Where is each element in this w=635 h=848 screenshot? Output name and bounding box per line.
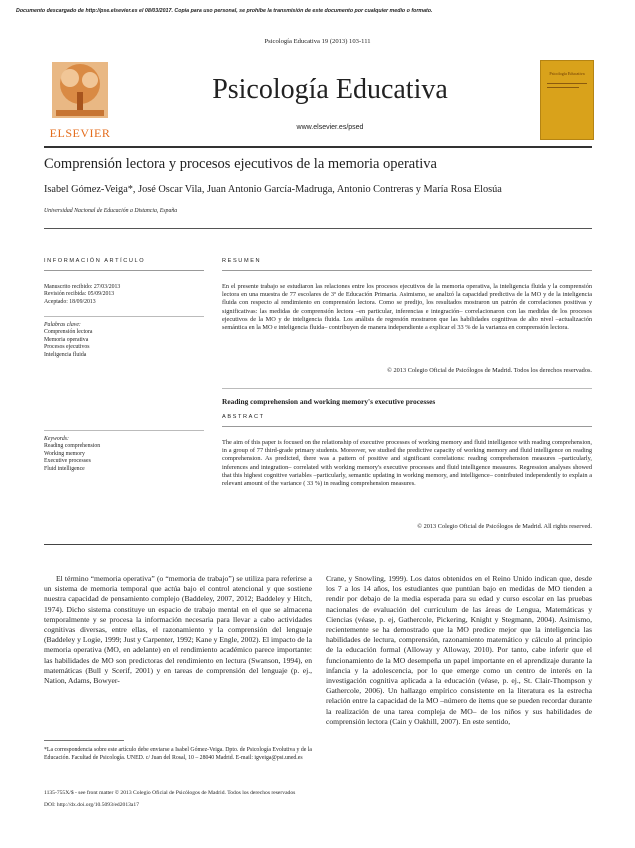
keyword-en: Fluid intelligence [44, 465, 85, 472]
resumen-text: En el presente trabajo se estudiaron las relaciones entre los procesos ejecutivos de la memoria operativa, la inteligencia fluida y la comprensión lectora en una muestra de 77 escolares de 3º de Educación Primaria. Asimismo, se analizó la capacidad predictiva de la MO y de la inteligencia fluida con respecto al rendimiento en comprensión lectora. Como se predijo, los resultados mostraron un patrón de correlaciones positivas y significativas: las medidas de comprensión lectora –en particular, inferencias e integración– correlacionaron con las medidas de los procesos ejecutivos de la MO y de inteligencia fluida. Los análisis de regresión mostraron que las habilidades cognitivas de alto nivel –actualización semántica en la MO e inteligencia fluida– contribuyen de manera independiente a explicar el 33 % de la varianza en comprensión lectora. [222, 283, 592, 332]
download-notice: Documento descargado de http://pse.elsevier.es el 08/03/2017. Copia para uso personal, se prohíbe la transmisión de este documento por cualquier medio o formato. [16, 8, 433, 14]
elsevier-logo [44, 56, 116, 144]
keyword-es: Procesos ejecutivos [44, 344, 90, 351]
keyword-en: Reading comprehension [44, 443, 101, 450]
keywords-en-label: Keywords: [44, 436, 69, 442]
resumen-copyright: © 2013 Colegio Oficial de Psicólogos de Madrid. Todos los derechos reservados. [387, 367, 592, 374]
date-revised: Revisión recibida: 05/09/2013 [44, 291, 115, 298]
doi-link[interactable]: DOI: http://dx.doi.org/10.5093/ed2013a17 [44, 802, 139, 808]
journal-cover-thumbnail [540, 60, 594, 140]
article-info-heading: INFORMACIÓN ARTÍCULO [44, 258, 146, 264]
elsevier-tree-icon [44, 56, 116, 126]
front-matter: 1135-755X/$ - see front matter © 2013 Colegio Oficial de Psicólogos de Madrid. Todos los derechos reservados [44, 790, 296, 796]
authors: Isabel Gómez-Veiga*, José Oscar Vila, Juan Antonio García-Madruga, Antonio Contreras y María Rosa Elosúa [44, 184, 502, 195]
abstract-heading: ABSTRACT [222, 414, 265, 420]
citation-header: Psicología Educativa 19 (2013) 103-111 [264, 38, 371, 45]
abstract-text: The aim of this paper is focused on the relationship of executive processes of working memory and fluid intelligence with reading comprehension, in a group of 77 third-grade primary students. Moreover, we studied the predictive capacity of working memory and fluid intelligence on reading comprehension. As predicted, there was a pattern of positive and significant correlations: reading comprehension measures –particularly, inferences and integration– correlated with working memory's executive processes and fluid intelligence measures. Regression analyses showed that this highest cognitive variables –particularly, semantic updating in working memory, and intelligence– contributed independently to explain a relevant amount of the variance ( 33 %) in reading comprehension measures. [222, 439, 592, 488]
date-received: Manuscrito recibido: 27/03/2013 [44, 284, 121, 290]
cover-title: Psicología Educativa [549, 71, 585, 76]
article-dates [44, 284, 120, 306]
journal-title: Psicología Educativa [212, 74, 448, 105]
keywords-en [44, 436, 100, 473]
keyword-en: Executive processes [44, 458, 91, 465]
body-right-column: Crane, y Snowling, 1999). Los datos obtenidos en el Reino Unido indican que, desde los 7 a los 14 años, los estudiantes que puntúan bajo en medidas de MO tienden a rendir por debajo de la media esperada para su edad y curso escolar en las pruebas nacionales de evaluación del currículum de las áreas de Lengua, Matemáticas y Ciencias (véase, p. ej, Gathercole, Pickering, Knight y Stegmann, 2004). Asimismo, recientemente se ha demostrado que la MO predice mejor que la inteligencia las habilidades de lectura, comprensión, razonamiento matemático y cálculo al principio de la educación formal (Alloway y Alloway, 2010). Por tanto, cabe inferir que el funcionamiento de la MO desempeña un papel importante en el aprendizaje durante la infancia y la adolescencia, por lo que emerge como un centro de interés en la investigación cognitiva aplicada a la educación (véase, p. ej., St. Clair-Thompson y Gathercole, 2006). Un hallazgo empírico consistente en la literatura es la estrecha relación entre la capacidad de la MO –número de ítems que se pueden recordar durante la realización de una tarea compleja de MO– de los niños y sus habilidades de comprensión lectora (Cain y Oakhill, 2007). En este sentido, [326, 574, 592, 726]
body-left-column: El término “memoria operativa” (o “memoria de trabajo”) se utiliza para referirse a un sistema de memoria temporal que actúa bajo el control atencional y que sostiene nuestra capacidad de pensamiento complejo (Baddeley, 2007, 2012; Baddeley y Hitch, 1974). Dicho sistema constituye un espacio de trabajo mental en el que se almacena temporalmente y se procesa la información necesaria para llevar a cabo actividades cognitivas diversas, entre ellas, el razonamiento y la comprensión del lenguaje (Baddeley y Logie, 1999; Just y Carpenter, 1992; Kane y Engle, 2002). El impacto de la memoria operativa (MO, en adelante) en el rendimiento académico parece importante: las habilidades de MO son predictoras del rendimiento en lectura (Swanson, 1994), en matemáticas (Bull y Scerif, 2001) y en tareas de comprensión del lenguaje (p. ej., Nation, Adams, Bowyer- [44, 574, 312, 686]
affiliation: Universidad Nacional de Educación a Distancia, España [44, 208, 178, 214]
abstract-copyright: © 2013 Colegio Oficial de Psicólogos de Madrid. All rights reserved. [417, 523, 592, 530]
english-title: Reading comprehension and working memory's executive processes [222, 397, 436, 406]
resumen-heading: RESUMEN [222, 258, 262, 264]
keyword-en: Working memory [44, 450, 85, 457]
publisher-name: ELSEVIER [49, 126, 111, 140]
keyword-es: Memoria operativa [44, 336, 89, 343]
date-accepted: Aceptado: 18/09/2013 [44, 298, 96, 305]
keywords-es-label: Palabras clave: [44, 322, 81, 328]
keyword-es: Inteligencia fluida [44, 351, 87, 358]
journal-url[interactable]: www.elsevier.es/psed [296, 124, 364, 131]
correspondence-footnote: *La correspondencia sobre este artículo debe enviarse a Isabel Gómez-Veiga. Dpto. de Psicología Evolutiva y de la Educación. Facultad de Psicología. UNED. c/ Juan del Rosal, 10 – 28040 Madrid. E-mail: igveiga@psi.uned.es [44, 747, 312, 761]
keywords-es [44, 322, 92, 359]
article-title: Comprensión lectora y procesos ejecutivos de la memoria operativa [44, 156, 437, 172]
keyword-es: Comprensión lectora [44, 329, 93, 336]
